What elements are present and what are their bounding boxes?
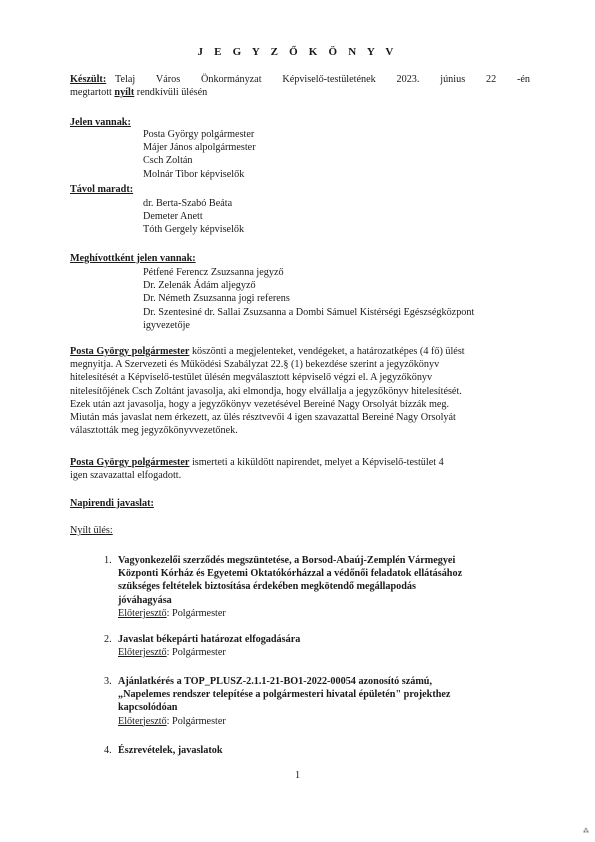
list-item: Dr. Szentesiné dr. Sallai Zsuzsanna a Dombi Sámuel Kistérségi Egészségközpont xyxy=(143,306,475,318)
item-number: 1. xyxy=(104,555,112,566)
item-number: 2. xyxy=(104,634,112,645)
item-line: Észrevételek, javaslatok xyxy=(118,745,223,756)
nyilt-label: Nyílt ülés: xyxy=(70,525,113,536)
item-number: 4. xyxy=(104,745,112,756)
keszult-text2a: megtartott xyxy=(70,87,115,99)
paragraph-line: nitelesítőjének Csch Zoltánt javasolja, aki elmondja, hogy elvállalja a jegyzőkönyv hitelesítését. xyxy=(70,385,462,397)
napirendi-label: Napirendi javaslat: xyxy=(70,498,154,509)
list-item: Molnár Tibor képviselők xyxy=(143,168,245,180)
paragraph-opening xyxy=(70,345,530,437)
nyilt-heading xyxy=(70,524,530,537)
paragraph-agenda xyxy=(70,456,530,482)
item-line: kapcsolódóan xyxy=(118,702,178,714)
napirendi-heading xyxy=(70,497,530,510)
jelen-label-text: Jelen vannak: xyxy=(70,117,131,128)
list-item: Dr. Zelenák Ádám aljegyző xyxy=(143,280,256,292)
jelen-list xyxy=(143,128,543,181)
paragraph-line: ismerteti a kiküldött napirendet, melyet a Képviselő-testület 4 xyxy=(189,457,444,468)
item-number: 3. xyxy=(104,676,112,687)
list-item: Tóth Gergely képviselők xyxy=(143,224,245,236)
list-item: Dr. Németh Zsuzsanna jogi referens xyxy=(143,293,290,305)
item-line: szükséges feltételek biztosítása érdekében megkötendő megállapodás xyxy=(118,581,416,593)
speaker-name: Posta György polgármester xyxy=(70,457,190,468)
list-item: Csch Zoltán xyxy=(143,155,193,167)
eloterjeszto-label: Előterjesztő xyxy=(118,607,167,619)
paragraph-line: választották meg jegyzőkönyvvezetőnek. xyxy=(70,425,238,437)
item-line: jóváhagyása xyxy=(118,594,172,606)
document-title: J E G Y Z Ő K Ö N Y V xyxy=(197,46,398,58)
meghivott-label-text: Meghívottként jelen vannak: xyxy=(70,253,196,264)
keszult-text1: Telaj Város Önkormányzat Képviselő-testületének 2023. június 22 -én xyxy=(115,74,530,85)
eloterjeszto-value: : Polgármester xyxy=(166,647,226,659)
keszult-label: Készült: xyxy=(70,74,107,85)
list-item: Demeter Anett xyxy=(143,211,203,223)
meghivott-list xyxy=(143,266,543,332)
item-line: Javaslat békepárti határozat elfogadására xyxy=(118,634,301,645)
tavol-label-text: Távol maradt: xyxy=(70,184,134,195)
paragraph-line: igen szavazattal elfogadott. xyxy=(70,470,182,482)
paragraph-line: hitelesítését a Képviselő-testület ülésén megválasztott képviselő végzi el. A jegyzőkönyv xyxy=(70,372,433,384)
eloterjeszto-label: Előterjesztő xyxy=(118,647,167,659)
list-item: Pétfené Ferencz Zsuzsanna jegyző xyxy=(143,267,284,278)
eloterjeszto-value: : Polgármester xyxy=(166,715,226,727)
keszult-text2c: rendkívüli ülésén xyxy=(134,87,208,99)
item-line: „Napelemes rendszer telepítése a polgármesteri hivatal épületén" projekthez xyxy=(118,689,451,701)
item-line: Ajánlatkérés a TOP_PLUSZ-2.1.1-21-BO1-2022-00054 azonosító számú, xyxy=(118,676,433,687)
meghivott-label xyxy=(70,252,530,265)
eloterjeszto-label: Előterjesztő xyxy=(118,715,167,727)
keszult-block xyxy=(70,73,530,99)
item-line: Vagyonkezelői szerződés megszüntetése, a Borsod-Abaúj-Zemplén Vármegyei xyxy=(118,555,456,566)
tavol-label xyxy=(70,183,530,196)
list-item: Májer János alpolgármester xyxy=(143,142,256,154)
paragraph-line: megnyitja. A Szervezeti és Működési Szabályzat 22.§ (1) bekezdése szerint a jegyzőkönyv xyxy=(70,359,440,371)
speaker-name: Posta György polgármester xyxy=(70,346,190,357)
page-number: 1 xyxy=(294,770,301,781)
list-item: Posta György polgármester xyxy=(143,129,255,140)
keszult-nyilt: nyílt xyxy=(114,87,135,99)
paragraph-line: Ezek után azt javasolja, hogy a jegyzőkönyv vezetésével Bereiné Nagy Orsolyát bízzák meg. xyxy=(70,398,450,410)
list-item: igyvezetője xyxy=(143,319,190,331)
item-line: Központi Kórház és Egyetemi Oktatókórházzal a védőnői feladatok ellátásához xyxy=(118,568,463,580)
eloterjeszto-value: : Polgármester xyxy=(166,607,226,619)
paragraph-line: köszönti a megjelenteket, vendégeket, a határozatképes (4 fő) ülést xyxy=(189,346,465,357)
paragraph-line: Miután más javaslat nem érkezett, az ülés résztvevői 4 igen szavazattal Bereiné Nagy Orsolyát xyxy=(70,411,456,423)
corner-mark: ⁂ xyxy=(583,829,589,835)
tavol-list xyxy=(143,197,543,237)
list-item: dr. Berta-Szabó Beáta xyxy=(143,198,233,209)
